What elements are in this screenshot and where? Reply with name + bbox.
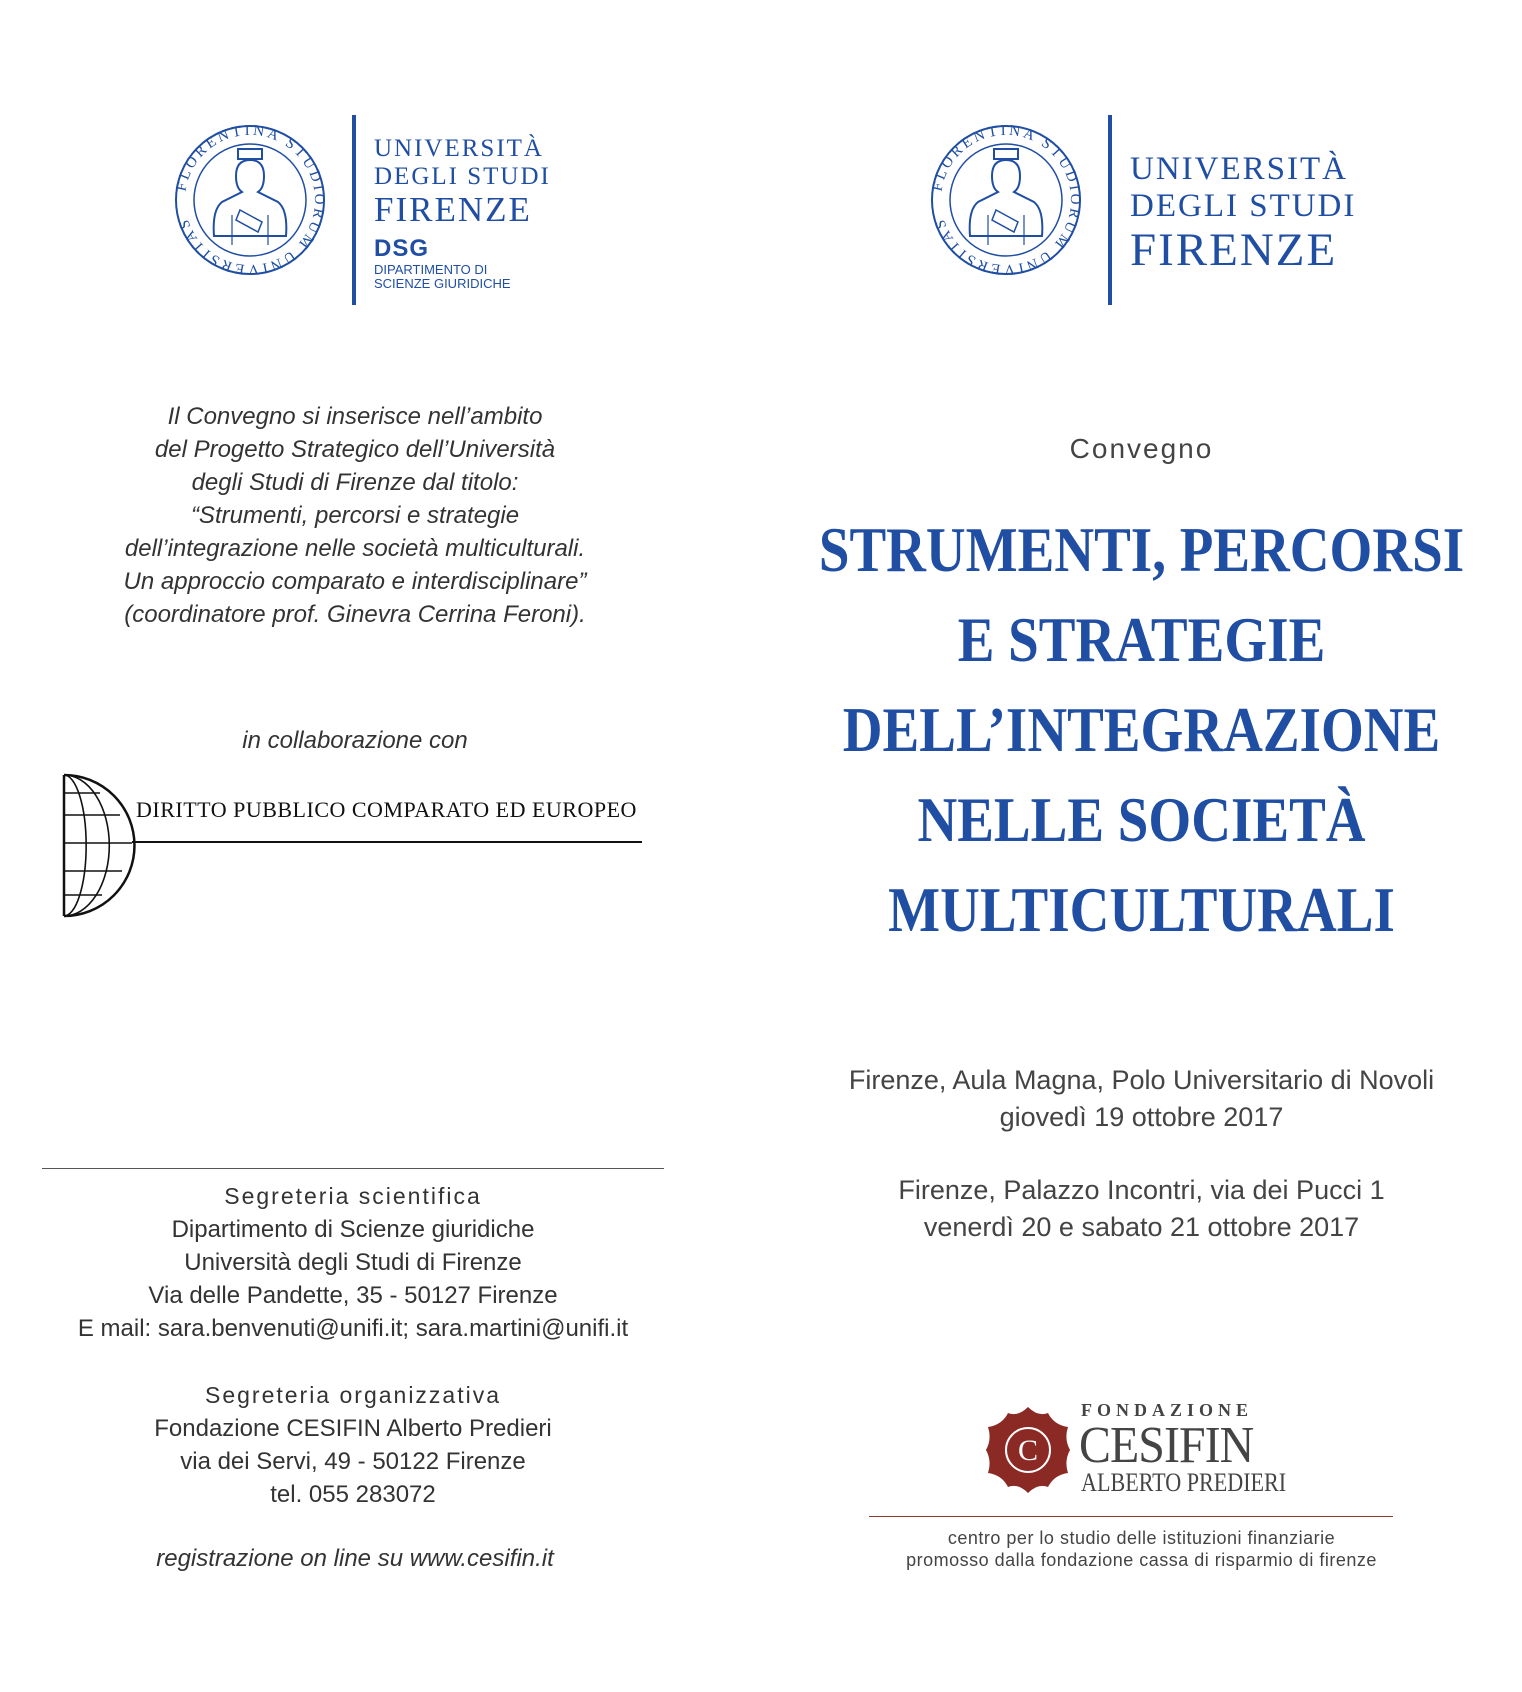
title-line: E STRATEGIE xyxy=(957,604,1326,675)
venue-day2 xyxy=(761,1172,1522,1246)
university-seal-icon xyxy=(170,115,330,285)
dept-line2: SCIENZE GIURIDICHE xyxy=(374,276,511,291)
collaboration-label: in collaborazione con xyxy=(242,727,468,754)
dept-abbreviation: DSG xyxy=(374,235,430,262)
scientific-line: Università degli Studi di Firenze xyxy=(184,1249,522,1276)
event-type: Convegno xyxy=(1069,433,1214,464)
cesifin-desc-line: centro per lo studio delle istituzioni finanziarie xyxy=(947,1528,1336,1548)
project-line: (coordinatore prof. Ginevra Cerrina Feroni). xyxy=(124,601,586,628)
svg-text:FLORENTINA STUDIORUM UNIVERSIT: FLORENTINA STUDIORUM UNIVERSITAS xyxy=(929,122,1084,278)
title-line: MULTICULTURALI xyxy=(888,874,1395,945)
cesifin-name: CESIFIN xyxy=(1079,1417,1254,1474)
globe-icon xyxy=(62,773,142,918)
organizational-line: Fondazione CESIFIN Alberto Predieri xyxy=(154,1415,552,1442)
svg-text:FLORENTINA STUDIORUM UNIVERSIT: FLORENTINA STUDIORUM UNIVERSITAS xyxy=(173,122,328,278)
cesifin-divider xyxy=(869,1516,1393,1517)
svg-text:C: C xyxy=(1017,1434,1039,1467)
partner-logo xyxy=(62,773,642,918)
organizational-secretariat-title: Segreteria organizzativa xyxy=(204,1382,502,1408)
venue-date: venerdì 20 e sabato 21 ottobre 2017 xyxy=(923,1212,1360,1242)
scientific-secretariat-title: Segreteria scientifica xyxy=(224,1183,482,1209)
cesifin-emblem-icon xyxy=(983,1405,1073,1495)
organizational-line: via dei Servi, 49 - 50122 Firenze xyxy=(180,1448,526,1475)
project-line: Un approccio comparato e interdisciplinare” xyxy=(123,568,587,595)
dept-line1: DIPARTIMENTO DI xyxy=(374,262,488,277)
university-line1: UNIVERSITÀ xyxy=(1130,151,1348,187)
cesifin-fondazione: FONDAZIONE xyxy=(1081,1400,1254,1420)
scientific-line: Dipartimento di Scienze giuridiche xyxy=(171,1216,535,1243)
project-line: “Strumenti, percorsi e strategie xyxy=(190,502,520,529)
university-line3: FIRENZE xyxy=(374,190,532,229)
partner-underline xyxy=(132,841,642,843)
title-line: NELLE SOCIETÀ xyxy=(917,784,1366,855)
university-logo xyxy=(926,115,1356,305)
university-line1: UNIVERSITÀ xyxy=(374,135,544,162)
venue-day1 xyxy=(761,1062,1522,1136)
partner-name: DIRITTO PUBBLICO COMPARATO ED EUROPEO xyxy=(136,797,637,822)
project-description xyxy=(60,400,650,631)
project-line: degli Studi di Firenze dal titolo: xyxy=(191,469,519,496)
university-name xyxy=(1130,115,1356,275)
registration-note: registrazione on line su www.cesifin.it xyxy=(156,1545,554,1572)
venue-place: Firenze, Palazzo Incontri, via dei Pucci 1 xyxy=(898,1175,1385,1205)
university-seal-icon xyxy=(926,115,1086,285)
right-panel xyxy=(761,0,1522,1692)
cesifin-desc-line: promosso dalla fondazione cassa di risparmio di firenze xyxy=(906,1550,1377,1570)
venue-place: Firenze, Aula Magna, Polo Universitario di Novoli xyxy=(848,1065,1435,1095)
scientific-email-line: E mail: sara.benvenuti@unifi.it; sara.martini@unifi.it xyxy=(77,1315,629,1342)
logo-divider xyxy=(352,115,356,305)
logo-divider xyxy=(1108,115,1112,305)
section-divider xyxy=(42,1168,664,1169)
project-line: del Progetto Strategico dell’Università xyxy=(154,436,556,463)
project-line: Il Convegno si inserisce nell’ambito xyxy=(167,403,543,430)
university-line2: DEGLI STUDI xyxy=(374,163,551,190)
university-name xyxy=(374,115,551,291)
university-line2: DEGLI STUDI xyxy=(1130,188,1357,224)
project-line: dell’integrazione nelle società multiculturali. xyxy=(124,535,586,562)
organizational-line: tel. 055 283072 xyxy=(270,1481,436,1508)
cesifin-subname: ALBERTO PREDIERI xyxy=(1081,1468,1287,1497)
scientific-line: Via delle Pandette, 35 - 50127 Firenze xyxy=(148,1282,558,1309)
cesifin-logo xyxy=(983,1400,1287,1500)
contacts xyxy=(42,1180,664,1511)
university-line3: FIRENZE xyxy=(1130,224,1338,276)
cesifin-description xyxy=(761,1527,1522,1571)
university-logo-dsg xyxy=(170,115,551,305)
title-line: STRUMENTI, PERCORSI xyxy=(818,514,1465,585)
title-line: DELL’INTEGRAZIONE xyxy=(842,694,1441,765)
venue-date: giovedì 19 ottobre 2017 xyxy=(999,1102,1284,1132)
event-title xyxy=(814,505,1468,955)
